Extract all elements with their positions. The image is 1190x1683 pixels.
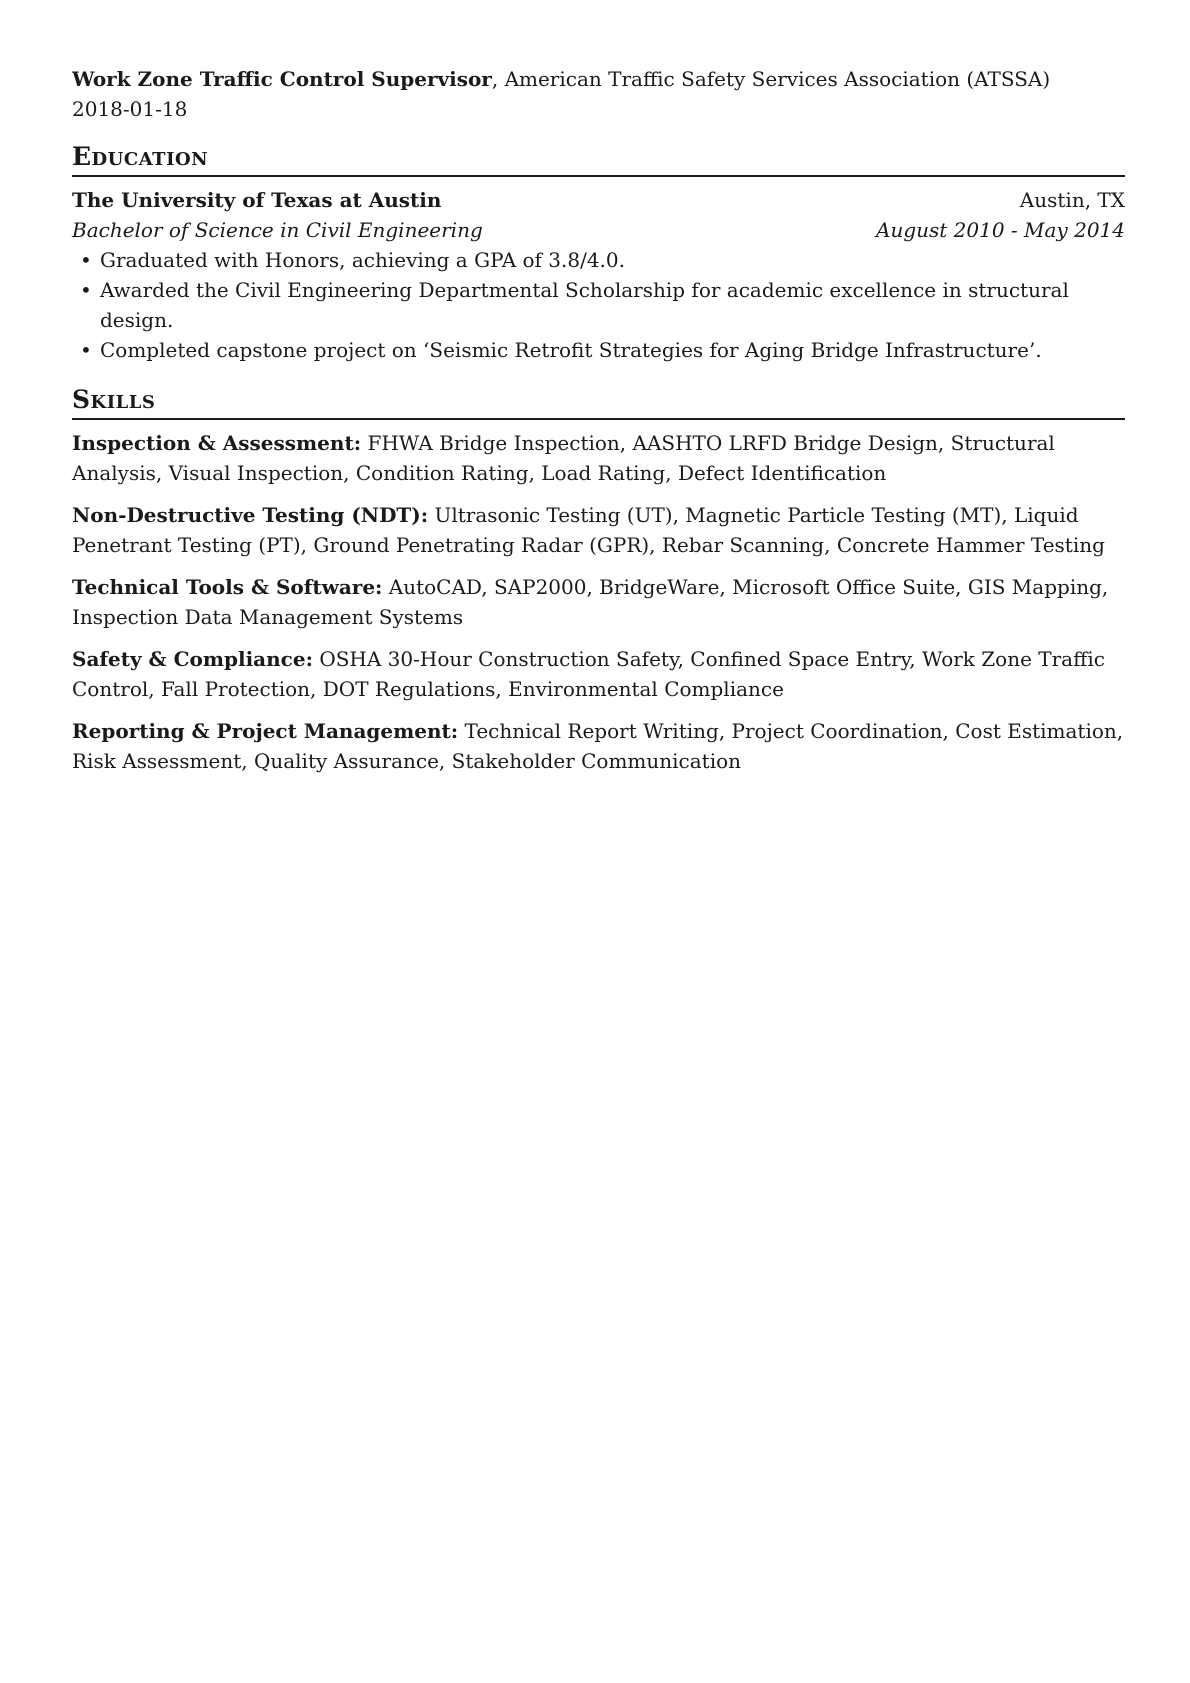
bullet-icon: •	[80, 278, 92, 302]
skill-item	[72, 572, 1125, 632]
skill-label: Technical Tools & Software:	[72, 575, 383, 599]
skill-value: OSHA 30-Hour Construction Safety, Confined Space Entry, Work Zone Traffic Control, Fall Protection, DOT Regulations, Environmental Compliance	[72, 647, 1105, 701]
skill-value: Technical Report Writing, Project Coordination, Cost Estimation, Risk Assessment, Quality Assurance, Stakeholder Communication	[72, 719, 1124, 773]
list-item	[72, 335, 1125, 365]
skill-label: Reporting & Project Management:	[72, 719, 459, 743]
education-bullets	[72, 245, 1125, 365]
certification-issuer: American Traffic Safety Services Association (ATSSA)	[504, 67, 1051, 91]
certification-line	[72, 64, 1125, 94]
skill-label: Safety & Compliance:	[72, 647, 313, 671]
education-degree-row	[72, 215, 1125, 245]
bullet-icon: •	[80, 248, 92, 272]
certification-date: 2018-01-18	[72, 97, 188, 121]
certification-title: Work Zone Traffic Control Supervisor	[72, 67, 492, 91]
skill-value: FHWA Bridge Inspection, AASHTO LRFD Bridge Design, Structural Analysis, Visual Inspection, Condition Rating, Load Rating, Defect Identification	[72, 431, 1055, 485]
list-item-text: Awarded the Civil Engineering Departmental Scholarship for academic excellence in structural design.	[100, 278, 1069, 332]
skill-value: AutoCAD, SAP2000, BridgeWare, Microsoft Office Suite, GIS Mapping, Inspection Data Management Systems	[72, 575, 1109, 629]
degree-name: Bachelor of Science in Civil Engineering	[72, 218, 483, 242]
list-item	[72, 275, 1125, 335]
certification-entry	[72, 64, 1125, 124]
skill-item	[72, 716, 1125, 776]
resume-page	[72, 64, 1125, 788]
certification-separator: ,	[491, 67, 505, 91]
list-item-text: Completed capstone project on ‘Seismic Retrofit Strategies for Aging Bridge Infrastructure’.	[100, 338, 1042, 362]
education-heading: Education	[72, 142, 1125, 177]
skill-label: Inspection & Assessment:	[72, 431, 362, 455]
bullet-icon: •	[80, 338, 92, 362]
education-header-row	[72, 185, 1125, 215]
list-item-text: Graduated with Honors, achieving a GPA of 3.8/4.0.	[100, 248, 625, 272]
skills-list	[72, 428, 1125, 776]
skill-item	[72, 500, 1125, 560]
education-entry	[72, 185, 1125, 365]
skills-heading: Skills	[72, 385, 1125, 420]
skill-item	[72, 428, 1125, 488]
skill-item	[72, 644, 1125, 704]
school-name: The University of Texas at Austin	[72, 188, 442, 212]
education-dates: August 2010 - May 2014	[876, 218, 1125, 242]
list-item	[72, 245, 1125, 275]
school-location: Austin, TX	[1019, 188, 1125, 212]
skill-value: Ultrasonic Testing (UT), Magnetic Particle Testing (MT), Liquid Penetrant Testing (PT), Ground Penetrating Radar (GPR), Rebar Scanning, Concrete Hammer Testing	[72, 503, 1105, 557]
skill-label: Non-Destructive Testing (NDT):	[72, 503, 429, 527]
